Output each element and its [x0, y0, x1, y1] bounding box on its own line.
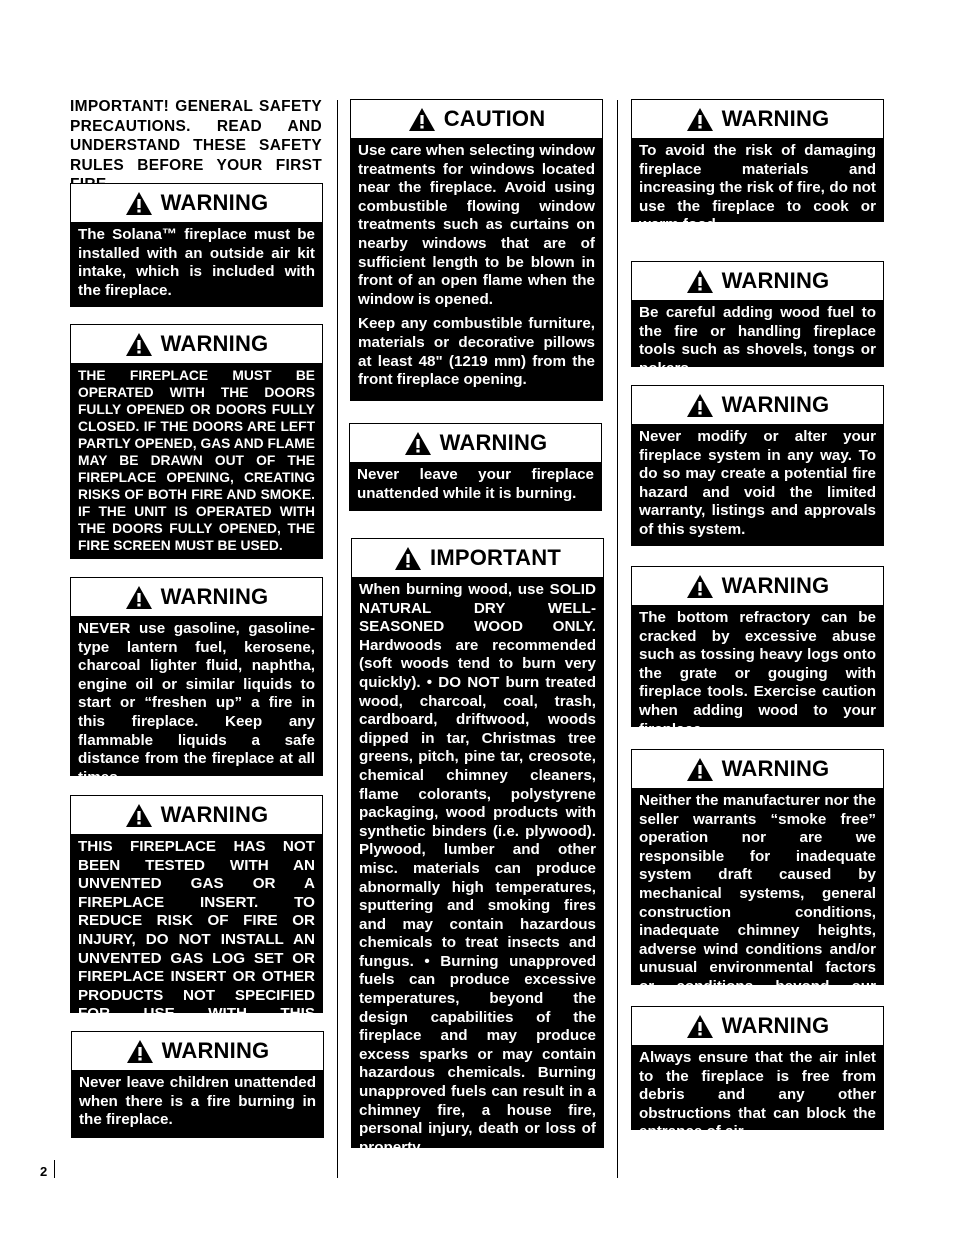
box-text: Keep any combustible furniture, materials or decorative pillows at least 48" (1219 mm) from the front fireplace opening. — [358, 315, 595, 389]
caution-box — [350, 99, 603, 401]
warning-triangle-icon — [125, 803, 153, 828]
box-text: THE FIREPLACE MUST BE OPERATED WITH THE DOORS FULLY OPENED OR DOORS FULLY CLOSED. IF THE DOORS ARE LEFT PARTLY OPENED, GAS AND FLAME MAY BE DRAWN OUT OF THE FIREPLACE OPENING, CREATING RISKS OF BOTH FIRE AND SMOKE. IF THE UNIT IS OPERATED WITH THE DOORS FULLY OPENED, THE FIRE SCREEN MUST BE USED. — [78, 368, 315, 553]
warning-triangle-icon — [686, 107, 714, 132]
box-title: WARNING — [721, 1013, 830, 1038]
box-title: WARNING — [721, 106, 830, 131]
box-title: WARNING — [721, 573, 830, 598]
box-text: The bottom refractory can be cracked by excessive abuse such as tossing heavy logs onto the grate or gouging with fireplace tools. Exercise caution when adding wood to your fireplace. — [639, 609, 876, 738]
box-text: Neither the manufacturer nor the seller warrants “smoke free” operation nor are we responsible for inadequate system draft caused by mechanical systems, general construction conditions, inadequate chimney heights, adverse wind conditions and/or unusual environmental factors or conditions beyond our — [639, 792, 876, 995]
warning-box — [631, 1006, 884, 1141]
warning-triangle-icon — [686, 1014, 714, 1039]
box-text: Never leave your fireplace unattended while it is burning. — [357, 466, 594, 502]
warning-triangle-icon — [686, 574, 714, 599]
box-text: Never leave children unattended when there is a fire burning in the fireplace. — [79, 1074, 316, 1129]
warning-triangle-icon — [686, 269, 714, 294]
warning-box — [631, 749, 884, 995]
warning-triangle-icon — [408, 107, 436, 132]
warning-box — [631, 385, 884, 546]
warning-box — [349, 423, 602, 511]
intro-text: IMPORTANT! GENERAL SAFETY PRECAUTIONS. READ AND UNDERSTAND THESE SAFETY RULES BEFORE YOUR FIRST — [70, 98, 322, 174]
warning-box — [70, 183, 323, 307]
box-text: The Solana™ fireplace must be installed with an outside air kit intake, which is included with the fireplace. — [78, 226, 315, 299]
important-box — [351, 538, 604, 1156]
warning-triangle-icon — [125, 585, 153, 610]
page-number: 2 — [40, 1164, 48, 1179]
warning-box — [631, 261, 884, 377]
box-text: Never modify or alter your fireplace system in any way. To do so may create a potential fire hazard and void the limited warranty, listings and approvals of this system. — [639, 428, 876, 538]
warning-triangle-icon — [686, 757, 714, 782]
warning-triangle-icon — [126, 1039, 154, 1064]
warning-triangle-icon — [125, 332, 153, 357]
column-divider — [617, 100, 618, 1178]
warning-triangle-icon — [404, 431, 432, 456]
box-title: WARNING — [160, 190, 269, 215]
box-text: NEVER use gasoline, gasoline-type lantern fuel, kerosene, charcoal lighter fluid, naphtha, engine oil or similar liquids to start or “freshen up” a fire in this fireplace. Keep any flammable liquids a safe distance from the fireplace at all times. — [78, 620, 315, 786]
box-text: When burning wood, use SOLID NATURAL DRY WELL-SEASONED WOOD ONLY. Hardwoods are recommended (soft woods tend to burn very quickly). • DO NOT burn treated wood, charcoal, coal, trash, cardboard, driftwood, woods dipped in tar, Christmas tree greens, pitch, pine tar, creosote, chemical chimney cleaners, flame colorants, polystyrene packaging, wood products with synthetic binders (i.e. plywood). Plywood, lumber and other misc. materials can produce abnormally high temperatures, sputtering and smoking fires and may contain hazardous chemicals to treat insects and fungus. • Burning unapproved fuels can produce excessive temperatures, beyond the design capabilities of the fireplace and may produce excess sparks or may contain hazardous chemicals. Burning unapproved fuels can result in a chimney fire, a house fire, personal injury, death or loss of property. — [359, 581, 596, 1156]
page-edge-mark — [54, 1160, 55, 1178]
column-divider — [337, 100, 338, 1178]
box-title: IMPORTANT — [430, 545, 561, 570]
box-title: WARNING — [721, 756, 830, 781]
warning-box — [631, 99, 884, 234]
box-title: WARNING — [439, 430, 548, 455]
box-title: WARNING — [160, 331, 269, 356]
box-title: WARNING — [161, 1038, 270, 1063]
box-text: THIS FIREPLACE HAS NOT BEEN TESTED WITH AN UNVENTED GAS OR A FIREPLACE INSERT. TO REDUCE RISK OF FIRE OR INJURY, DO NOT INSTALL AN UNVENTED GAS LOG SET OR FIREPLACE INSERT OR OTHER PRODUCTS NOT SPECIFIED FOR USE WITH THIS — [78, 838, 315, 1023]
box-text: Be careful adding wood fuel to the fire or handling fireplace tools such as shovels, tongs or pokers. — [639, 304, 876, 377]
box-text: Always ensure that the air inlet to the fireplace is free from debris and any other obstructions that can block the entrance of air. — [639, 1049, 876, 1141]
warning-box — [631, 566, 884, 738]
box-text: To avoid the risk of damaging fireplace materials and increasing the risk of fire, do not use the fireplace to cook or warm food. — [639, 142, 876, 234]
box-title: CAUTION — [443, 106, 546, 131]
warning-triangle-icon — [394, 546, 422, 571]
warning-box — [70, 795, 323, 1023]
warning-box — [71, 1031, 324, 1138]
box-title: WARNING — [160, 584, 269, 609]
box-text: Use care when selecting window treatments for windows located near the fireplace. Avoid using combustible flowing window treatments such as curtains on nearby windows that are of sufficient length to be blown in front of an open flame when the window is opened. — [358, 142, 595, 308]
box-title: WARNING — [160, 802, 269, 827]
warning-box — [70, 577, 323, 786]
warning-box — [70, 324, 323, 559]
warning-triangle-icon — [125, 191, 153, 216]
box-title: WARNING — [721, 268, 830, 293]
box-title: WARNING — [721, 392, 830, 417]
warning-triangle-icon — [686, 393, 714, 418]
